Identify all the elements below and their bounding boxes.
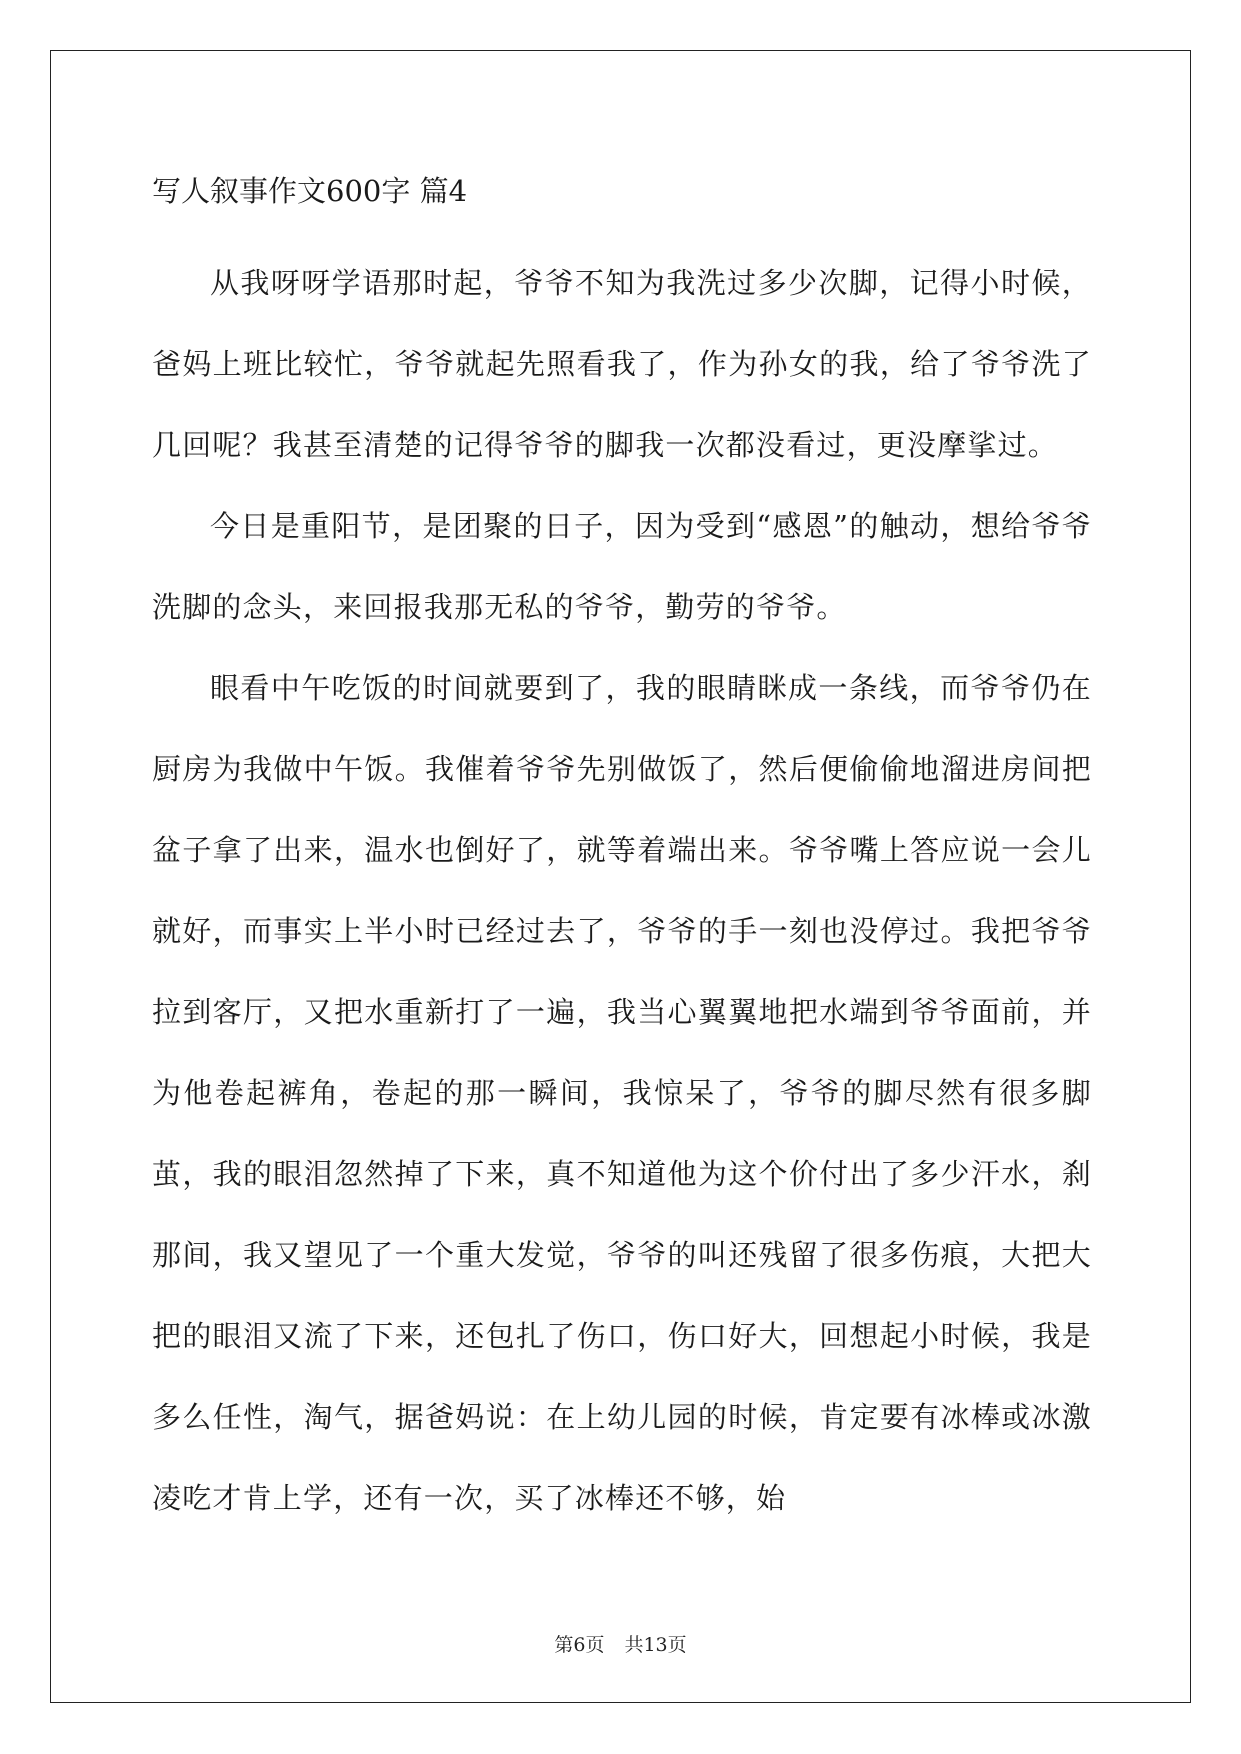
page-number: 第6页	[554, 1634, 605, 1656]
page-total: 共13页	[624, 1634, 687, 1656]
paragraph-3: 眼看中午吃饭的时间就要到了，我的眼睛眯成一条线，而爷爷仍在厨房为我做中午饭。我催着爷爷先别做饭了，然后便偷偷地溜进房间把盆子拿了出来，温水也倒好了，就等着端出来。爷爷嘴上答应说一会儿就好，而事实上半小时已经过去了，爷爷的手一刻也没停过。我把爷爷拉到客厅，又把水重新打了一遍，我当心翼翼地把水端到爷爷面前，并为他卷起裤角，卷起的那一瞬间，我惊呆了，爷爷的脚尽然有很多脚茧，我的眼泪忽然掉了下来，真不知道他为这个价付出了多少汗水，刹那间，我又望见了一个重大发觉，爷爷的叫还残留了很多伤痕，大把大把的眼泪又流了下来，还包扎了伤口，伤口好大，回想起小时候，我是多么任性，淘气，据爸妈说：在上幼儿园的时候，肯定要有冰棒或冰激凌吃才肯上学，还有一次，买了冰棒还不够，始	[152, 671, 1092, 1515]
page-footer	[0, 1630, 1241, 1657]
document-title: 写人叙事作文600字 篇4	[152, 174, 468, 208]
document-body	[152, 165, 1092, 1539]
paragraph-1: 从我呀呀学语那时起，爷爷不知为我洗过多少次脚，记得小时候，爸妈上班比较忙，爷爷就起先照看我了，作为孙女的我，给了爷爷洗了几回呢？我甚至清楚的记得爷爷的脚我一次都没看过，更没摩挲过。	[152, 266, 1092, 462]
paragraph-2: 今日是重阳节，是团聚的日子，因为受到“感恩”的触动，想给爷爷洗脚的念头，来回报我那无私的爷爷，勤劳的爷爷。	[152, 509, 1092, 624]
